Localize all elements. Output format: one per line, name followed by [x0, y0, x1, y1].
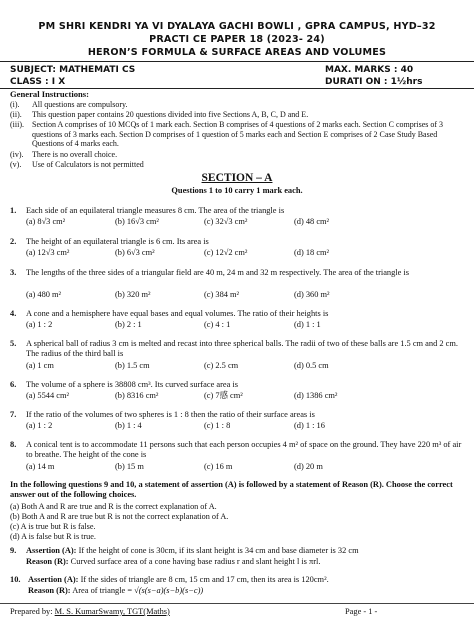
assertion-choice-b: (b) Both A and R are true but R is not the correct explanation of A.	[10, 512, 229, 521]
reason-text: Area of triangle =	[72, 586, 135, 595]
question-text: Each side of an equilateral triangle measures 8 cm. The area of the triangle is	[26, 206, 285, 215]
option-c: (c) 4 : 1	[204, 320, 231, 329]
instruction-number: (iv).	[10, 150, 24, 159]
assertion-choice-d: (d) A is false but R is true.	[10, 532, 96, 541]
question-number: 9.	[10, 546, 17, 555]
option-a: (a) 1 : 2	[26, 320, 53, 329]
reason-text: Curved surface area of a cone having base radius r and slant height l is πrl.	[70, 557, 321, 566]
question-9	[10, 546, 468, 568]
option-b: (b) 16√3 cm²	[115, 217, 159, 226]
question-text: A spherical ball of radius 3 cm is melted and recast into three spherical balls. The radii of two of these balls are 1.5 cm and 2 cm. The radius of the third ball is	[26, 339, 458, 359]
prepared-by-name: M. S. KumarSwamy, TGT(Maths)	[54, 607, 170, 616]
option-d: (d) 1386 cm²	[294, 391, 338, 400]
max-marks-label: MAX. MARKS : 40	[325, 65, 414, 75]
instruction-number: (iii).	[10, 120, 24, 129]
question-10	[10, 575, 468, 599]
heron-formula: √(s(s−a)(s−b)(s−c))	[134, 586, 204, 595]
option-c: (c) 7感 cm²	[204, 391, 243, 400]
instructions-title: General Instructions:	[10, 89, 90, 99]
assertion-instructions: In the following questions 9 and 10, a statement of assertion (A) is followed by a statement of Reason (R). Choose the correct answer out of the following choices.	[10, 480, 453, 499]
question-text: A cone and a hemisphere have equal bases and equal volumes. The ratio of their heights is	[26, 309, 329, 318]
instruction-text: Section A comprises of 10 MCQs of 1 mark each. Section B comprises of 4 questions of 2 marks each. Section C comprises of 3 questions of 3 marks each. Section D comprises of 1 question of 5 marks each and Section E comprises of 2 Case Study Based Questions of 4 marks each.	[32, 120, 444, 149]
question-number: 1.	[10, 206, 17, 215]
subject-label: SUBJECT: MATHEMATI CS	[10, 65, 136, 75]
header-divider	[0, 61, 474, 62]
footer-divider	[0, 603, 474, 604]
option-c: (c) 1 : 8	[204, 421, 231, 430]
assertion-line	[26, 546, 468, 556]
question-8	[10, 440, 468, 473]
question-text: The lengths of the three sides of a triangular field are 40 m, 24 m and 32 m respectively. The area of the triangle is	[26, 268, 410, 277]
assertion-line	[28, 575, 470, 585]
assertion-text: If the height of cone is 30cm, if its slant height is 34 cm and base diameter is 32 cm	[78, 546, 359, 555]
option-d: (d) 1 : 16	[294, 421, 325, 430]
option-d: (d) 18 cm²	[294, 248, 330, 257]
question-2	[10, 237, 468, 259]
instruction-item	[10, 150, 470, 160]
option-b: (b) 6√3 cm²	[115, 248, 155, 257]
page-number: Page - 1 -	[345, 607, 378, 616]
assertion-label: Assertion (A):	[26, 546, 77, 555]
prepared-by-label: Prepared by:	[10, 607, 53, 616]
section-subtitle: Questions 1 to 10 carry 1 mark each.	[171, 186, 303, 195]
option-d: (d) 0.5 cm	[294, 361, 329, 370]
option-c: (c) 32√3 cm²	[204, 217, 248, 226]
class-label: CLASS : I X	[10, 77, 66, 87]
instruction-item	[10, 100, 470, 110]
instruction-item	[10, 120, 470, 150]
option-b: (b) 2 : 1	[115, 320, 142, 329]
question-text: The volume of a sphere is 38808 cm³. Its curved surface area is	[26, 380, 239, 389]
question-number: 8.	[10, 440, 17, 449]
question-text: The height of an equilateral triangle is 6 cm. Its area is	[26, 237, 209, 246]
option-a: (a) 480 m²	[26, 290, 62, 299]
instruction-text: Use of Calculators is not permitted	[32, 160, 144, 169]
reason-line	[28, 586, 203, 596]
paper-title: PRACTI CE PAPER 18 (2023- 24)	[149, 34, 325, 45]
question-1	[10, 206, 468, 228]
option-a: (a) 1 cm	[26, 361, 54, 370]
instruction-number: (i).	[10, 100, 20, 109]
option-d: (d) 1 : 1	[294, 320, 321, 329]
question-number: 6.	[10, 380, 17, 389]
option-b: (b) 15 m	[115, 462, 144, 471]
instruction-number: (v).	[10, 160, 22, 169]
footer-credit	[10, 607, 170, 616]
instruction-item	[10, 110, 470, 120]
option-b: (b) 8316 cm²	[115, 391, 159, 400]
option-d: (d) 48 cm²	[294, 217, 330, 226]
question-6	[10, 380, 468, 402]
school-name: PM SHRI KENDRI YA VI DYALAYA GACHI BOWLI , GPRA CAMPUS, HYD–32	[38, 21, 436, 32]
question-4	[10, 309, 468, 331]
section-title: SECTION – A	[201, 172, 273, 184]
option-a: (a) 12√3 cm²	[26, 248, 70, 257]
question-text: If the ratio of the volumes of two spheres is 1 : 8 then the ratio of their surface areas is	[26, 410, 315, 419]
instruction-number: (ii).	[10, 110, 22, 119]
question-7	[10, 410, 468, 432]
reason-label: Reason (R):	[26, 557, 69, 566]
question-number: 2.	[10, 237, 17, 246]
reason-label: Reason (R):	[28, 586, 71, 595]
option-a: (a) 5544 cm²	[26, 391, 69, 400]
assertion-choice-a: (a) Both A and R are true and R is the correct explanation of A.	[10, 502, 217, 511]
instruction-item	[10, 160, 470, 170]
question-text: A conical tent is to accommodate 11 persons such that each person occupies 4 m² of space on the ground. They have 220 m³ of air to breathe. The height of the cone is	[26, 440, 462, 460]
question-number: 4.	[10, 309, 17, 318]
paper-topic: HERON’S FORMULA & SURFACE AREAS AND VOLUMES	[87, 47, 387, 58]
instruction-text: This question paper contains 20 questions divided into five Sections A, B, C, D and E.	[32, 110, 309, 119]
reason-line	[26, 557, 320, 567]
option-b: (b) 1 : 4	[115, 421, 142, 430]
option-a: (a) 1 : 2	[26, 421, 53, 430]
option-d: (d) 360 m²	[294, 290, 330, 299]
question-3	[10, 268, 468, 301]
duration-label: DURATI ON : 1½hrs	[325, 77, 423, 87]
instruction-text: All questions are compulsory.	[32, 100, 128, 109]
question-number: 7.	[10, 410, 17, 419]
option-a: (a) 8√3 cm²	[26, 217, 66, 226]
question-5	[10, 339, 468, 372]
question-number: 5.	[10, 339, 17, 348]
option-c: (c) 16 m	[204, 462, 233, 471]
option-b: (b) 320 m²	[115, 290, 151, 299]
assertion-choice-c: (c) A is true but R is false.	[10, 522, 96, 531]
assertion-text: If the sides of triangle are 8 cm, 15 cm and 17 cm, then its area is 120cm².	[80, 575, 329, 584]
option-a: (a) 14 m	[26, 462, 55, 471]
question-number: 10.	[10, 575, 21, 584]
assertion-label: Assertion (A):	[28, 575, 79, 584]
instruction-text: There is no overall choice.	[32, 150, 118, 159]
option-c: (c) 2.5 cm	[204, 361, 239, 370]
option-b: (b) 1.5 cm	[115, 361, 150, 370]
question-number: 3.	[10, 268, 17, 277]
option-c: (c) 384 m²	[204, 290, 240, 299]
option-c: (c) 12√2 cm²	[204, 248, 248, 257]
option-d: (d) 20 m	[294, 462, 323, 471]
